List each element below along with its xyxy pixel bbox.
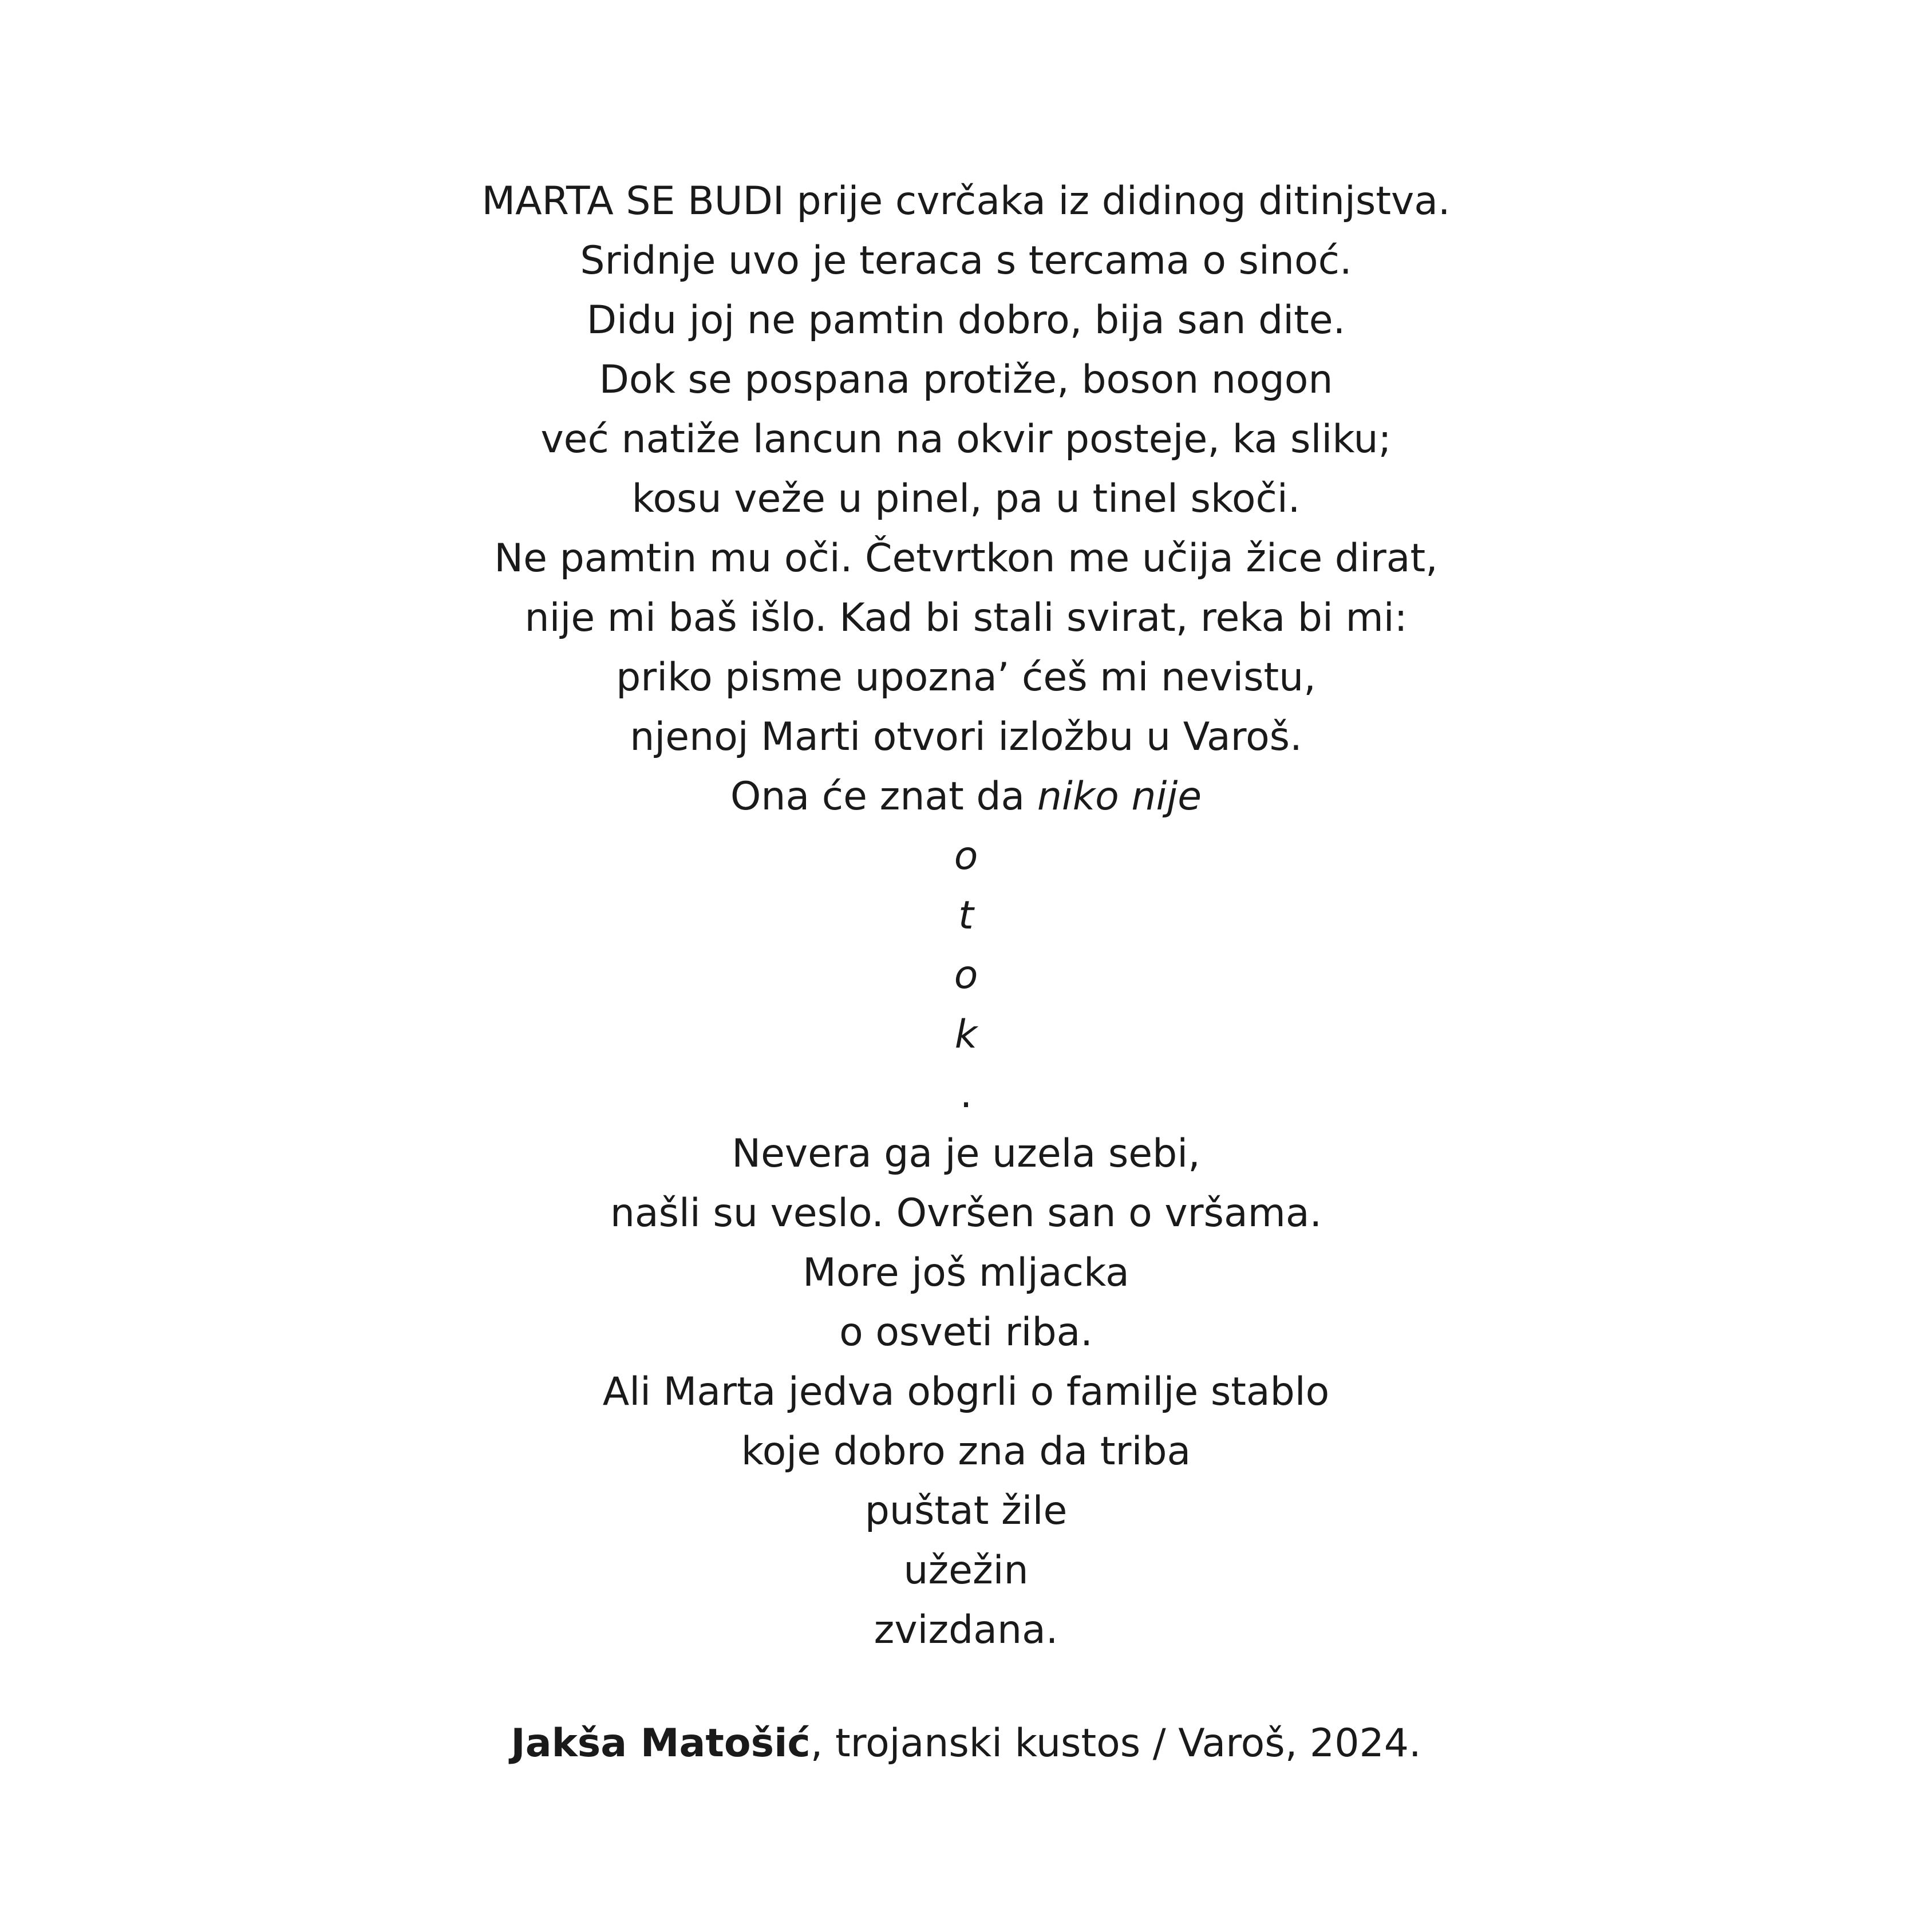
- poem-line-after-3: More još mljacka: [803, 1250, 1129, 1295]
- poem-line-5: već natiže lancun na okvir posteje, ka sliku;: [540, 417, 1392, 462]
- poem-line-after-4: o osveti riba.: [839, 1310, 1093, 1355]
- poem-line-after-8: užežin: [903, 1548, 1029, 1593]
- poem-line-after-7: puštat žile: [864, 1488, 1068, 1534]
- poem-line-after-6: koje dobro zna da triba: [741, 1429, 1191, 1474]
- poem-line-11-italic: niko nije: [1037, 774, 1202, 819]
- poem-line-6: kosu veže u pinel, pa u tinel skoči.: [631, 476, 1301, 521]
- poem-line-11-regular: Ona će znat da: [730, 774, 1037, 819]
- poem-line-after-1: Nevera ga je uzela sebi,: [732, 1131, 1200, 1176]
- poem-line-after-9: zvizdana.: [874, 1607, 1058, 1653]
- signature-details: , trojanski kustos / Varoš, 2024.: [810, 1721, 1421, 1766]
- poem-line-11: [0, 767, 1932, 827]
- poem-line-4: Dok se pospana protiže, boson nogon: [599, 357, 1333, 402]
- vertical-period: .: [959, 1072, 973, 1117]
- poem-line-8: nije mi baš išlo. Kad bi stali svirat, reka bi mi:: [524, 595, 1408, 641]
- poem-line-9: priko pisme upozna’ ćeš mi nevistu,: [616, 655, 1316, 700]
- vertical-letter: k: [954, 1012, 978, 1057]
- vertical-letter: o: [954, 953, 978, 998]
- poem-line-after-5: Ali Marta jedva obgrli o familje stablo: [602, 1369, 1330, 1415]
- poem: [0, 172, 1932, 1660]
- poem-line-after-2: našli su veslo. Ovršen san o vršama.: [610, 1191, 1322, 1236]
- signature-author: Jakša Matošić: [511, 1721, 811, 1766]
- vertical-letter: o: [954, 833, 978, 879]
- signature: [0, 1714, 1932, 1773]
- poem-line-10: njenoj Marti otvori izložbu u Varoš.: [630, 714, 1302, 760]
- poem-line-1: MARTA SE BUDI prije cvrčaka iz didinog ditinjstva.: [481, 179, 1451, 224]
- poem-line-7: Ne pamtin mu oči. Četvrtkon me učija žice dirat,: [494, 536, 1438, 581]
- vertical-letter: t: [958, 893, 974, 938]
- poem-line-2: Sridnje uvo je teraca s tercama o sinoć.: [580, 238, 1352, 283]
- poem-line-3: Didu joj ne pamtin dobro, bija san dite.: [586, 298, 1346, 343]
